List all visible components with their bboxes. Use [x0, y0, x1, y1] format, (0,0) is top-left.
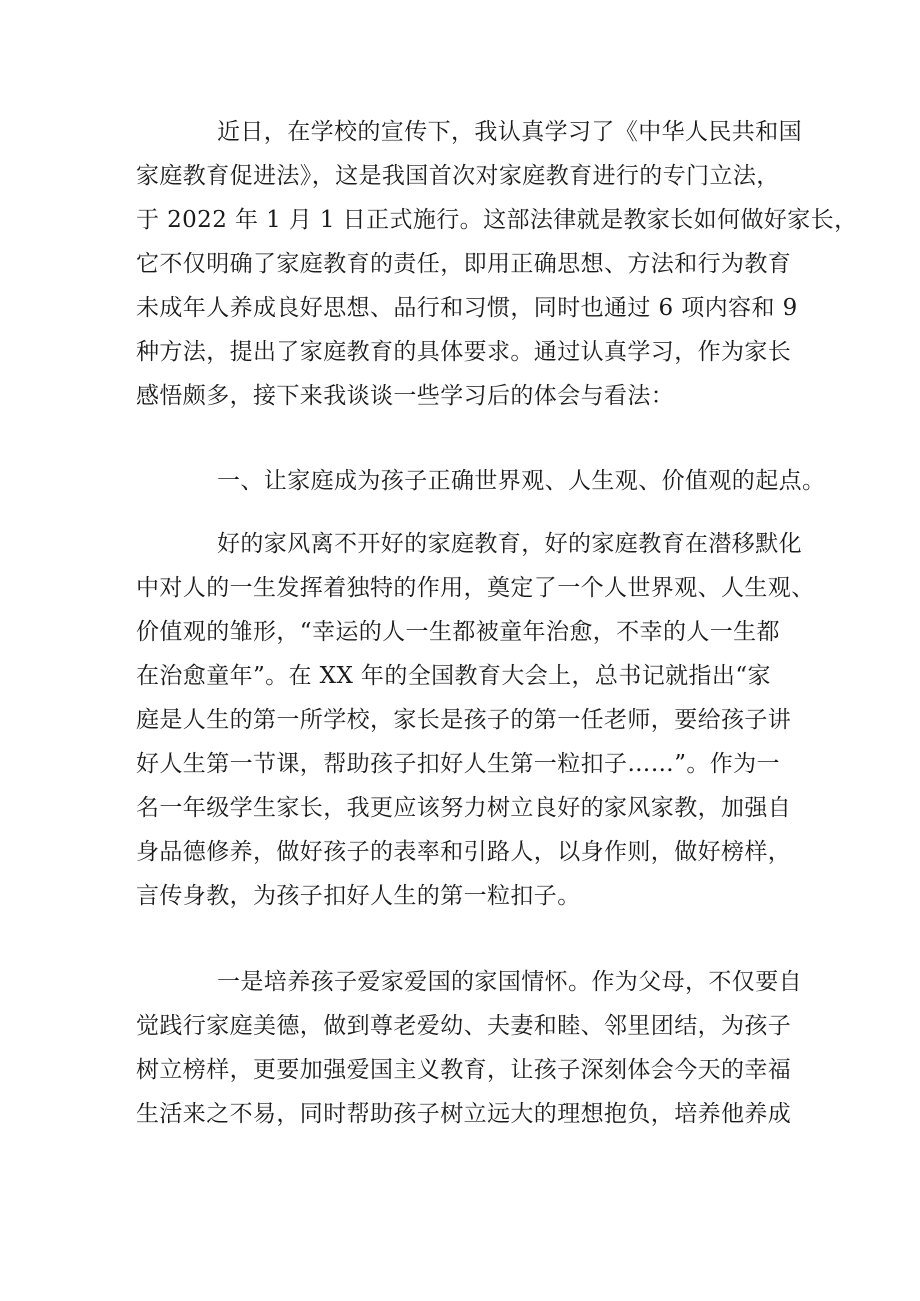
text-line: 树立榜样，更要加强爱国主义教育，让孩子深刻体会今天的幸福 — [136, 1057, 792, 1083]
text-line: 一是培养孩子爱家爱国的家国情怀。作为父母，不仅要自 — [217, 969, 802, 995]
text-line: 中对人的一生发挥着独特的作用，奠定了一个人世界观、人生观、 — [136, 575, 815, 601]
text-line: 名一年级学生家长，我更应该努力树立良好的家风家教，加强自 — [136, 795, 792, 821]
text-line: 生活来之不易，同时帮助孩子树立远大的理想抱负，培养他养成 — [136, 1101, 792, 1127]
text-line: 价值观的雏形，“幸运的人一生都被童年治愈，不幸的人一生都 — [136, 619, 780, 645]
text-line: 庭是人生的第一所学校，家长是孩子的第一任老师，要给孩子讲 — [136, 707, 792, 733]
text-line: 在治愈童年”。在 XX 年的全国教育大会上，总书记就指出“家 — [136, 663, 771, 689]
text-line: 言传身教，为孩子扣好人生的第一粒扣子。 — [136, 883, 581, 909]
text-line: 未成年人养成良好思想、品行和习惯，同时也通过 6 项内容和 9 — [136, 295, 798, 321]
text-line: 近日，在学校的宣传下，我认真学习了《中华人民共和国 — [217, 119, 802, 145]
text-line: 好人生第一节课，帮助孩子扣好人生第一粒扣子……”。作为一 — [136, 751, 780, 777]
text-line: 感悟颇多，接下来我谈谈一些学习后的体会与看法： — [136, 383, 675, 409]
text-line: 它不仅明确了家庭教育的责任，即用正确思想、方法和行为教育 — [136, 251, 792, 277]
text-line: 觉践行家庭美德，做到尊老爱幼、夫妻和睦、邻里团结，为孩子 — [136, 1013, 792, 1039]
text-line: 好的家风离不开好的家庭教育，好的家庭教育在潜移默化 — [217, 531, 802, 557]
text-line: 种方法，提出了家庭教育的具体要求。通过认真学习，作为家长 — [136, 339, 792, 365]
text-line: 于 2022 年 1 月 1 日正式施行。这部法律就是教家长如何做好家长， — [136, 207, 858, 233]
text-line: 身品德修养，做好孩子的表率和引路人，以身作则，做好榜样， — [136, 839, 792, 865]
text-line: 家庭教育促进法》，这是我国首次对家庭教育进行的专门立法， — [136, 163, 780, 189]
heading-line: 一、让家庭成为孩子正确世界观、人生观、价值观的起点。 — [217, 468, 826, 494]
